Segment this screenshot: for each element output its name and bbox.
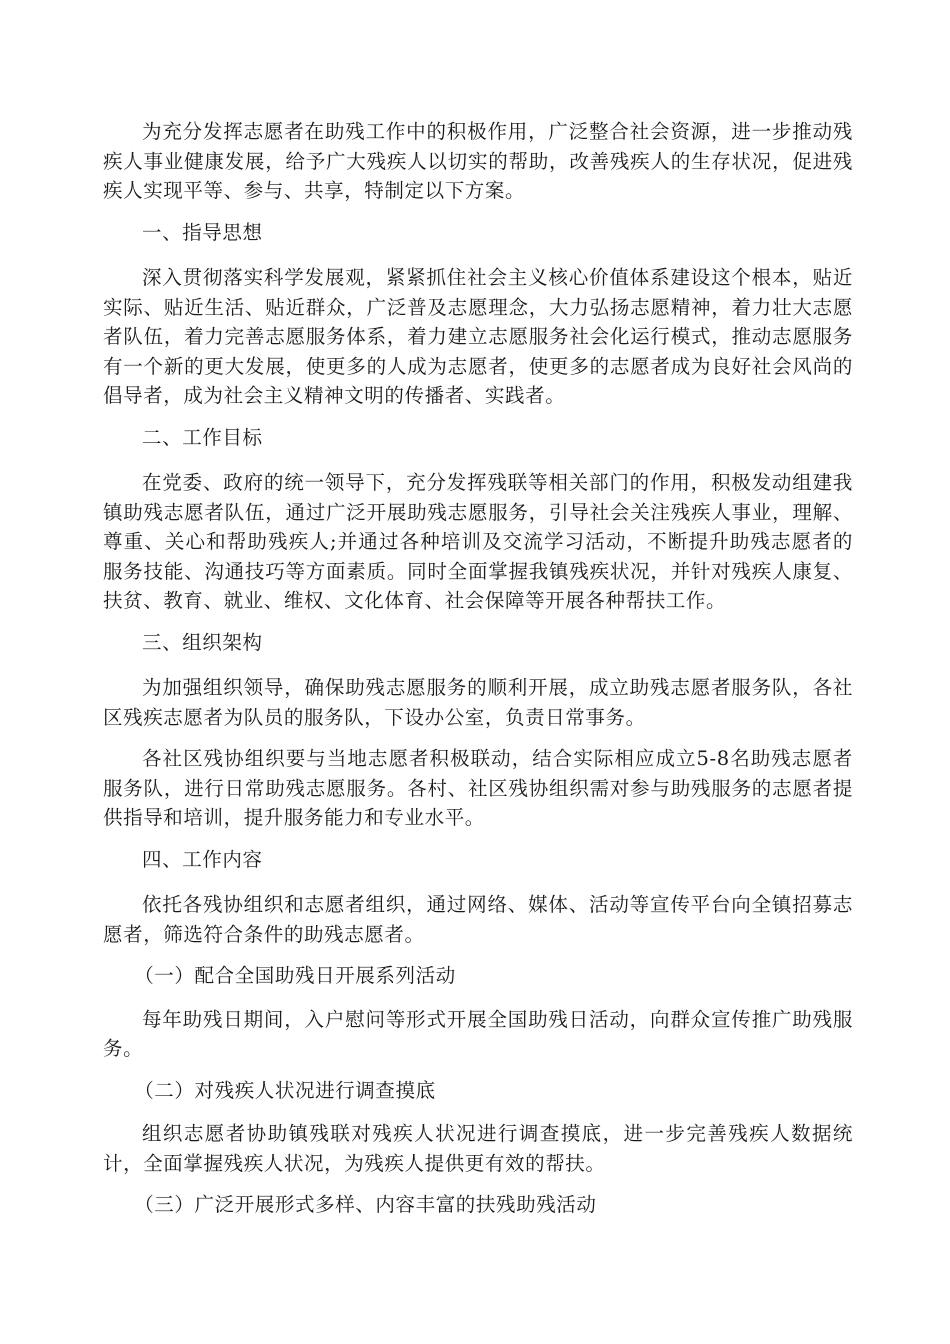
body-paragraph: 各社区残协组织要与当地志愿者积极联动，结合实际相应成立5-8名助残志愿者服务队，进行日常助残志愿服务。各村、社区残协组织需对参与助残服务的志愿者提供指导和培训，提升服务能力和专业水平。 bbox=[103, 747, 853, 829]
section-heading-organization: 三、组织架构 bbox=[142, 630, 263, 654]
body-paragraph: 在党委、政府的统一领导下，充分发挥残联等相关部门的作用，积极发动组建我镇助残志愿者队伍，通过广泛开展助残志愿服务，引导社会关注残疾人事业，理解、尊重、关心和帮助残疾人;并通过各种培训及交流学习活动，不断提升助残志愿者的服务技能、沟通技巧等方面素质。同时全面掌握我镇残疾状况，并针对残疾人康复、扶贫、教育、就业、维权、文化体育、社会保障等开展各种帮扶工作。 bbox=[103, 471, 853, 612]
section-heading-guiding-ideology: 一、指导思想 bbox=[142, 220, 263, 244]
body-paragraph: 组织志愿者协助镇残联对残疾人状况进行调查摸底，进一步完善残疾人数据统计，全面掌握残疾人状况，为残疾人提供更有效的帮扶。 bbox=[103, 1122, 853, 1175]
body-paragraph: 深入贯彻落实科学发展观，紧紧抓住社会主义核心价值体系建设这个根本，贴近实际、贴近生活、贴近群众，广泛普及志愿理念，大力弘扬志愿精神，着力壮大志愿者队伍，着力完善志愿服务体系，着力建立志愿服务社会化运行模式，推动志愿服务有一个新的更大发展，使更多的人成为志愿者，使更多的志愿者成为良好社会风尚的倡导者，成为社会主义精神文明的传播者、实践者。 bbox=[103, 266, 853, 407]
document-body bbox=[103, 117, 853, 1234]
intro-paragraph: 为充分发挥志愿者在助残工作中的积极作用，广泛整合社会资源，进一步推动残疾人事业健康发展，给予广大残疾人以切实的帮助，改善残疾人的生存状况，促进残疾人实现平等、参与、共享，特制定以下方案。 bbox=[103, 120, 853, 202]
subsection-heading-3: （三）广泛开展形式多样、内容丰富的扶残助残活动 bbox=[134, 1193, 597, 1216]
body-paragraph: 每年助残日期间，入户慰问等形式开展全国助残日活动，向群众宣传推广助残服务。 bbox=[103, 1007, 853, 1060]
section-heading-work-goals: 二、工作目标 bbox=[142, 425, 263, 449]
body-paragraph: 依托各残协组织和志愿者组织，通过网络、媒体、活动等宣传平台向全镇招募志愿者，筛选符合条件的助残志愿者。 bbox=[103, 893, 853, 946]
body-paragraph: 为加强组织领导，确保助残志愿服务的顺利开展，成立助残志愿者服务队，各社区残疾志愿者为队员的服务队，下设办公室，负责日常事务。 bbox=[103, 676, 853, 729]
subsection-heading-1: （一）配合全国助残日开展系列活动 bbox=[134, 964, 456, 987]
section-heading-work-content: 四、工作内容 bbox=[142, 847, 263, 871]
subsection-heading-2: （二）对残疾人状况进行调查摸底 bbox=[134, 1078, 436, 1102]
